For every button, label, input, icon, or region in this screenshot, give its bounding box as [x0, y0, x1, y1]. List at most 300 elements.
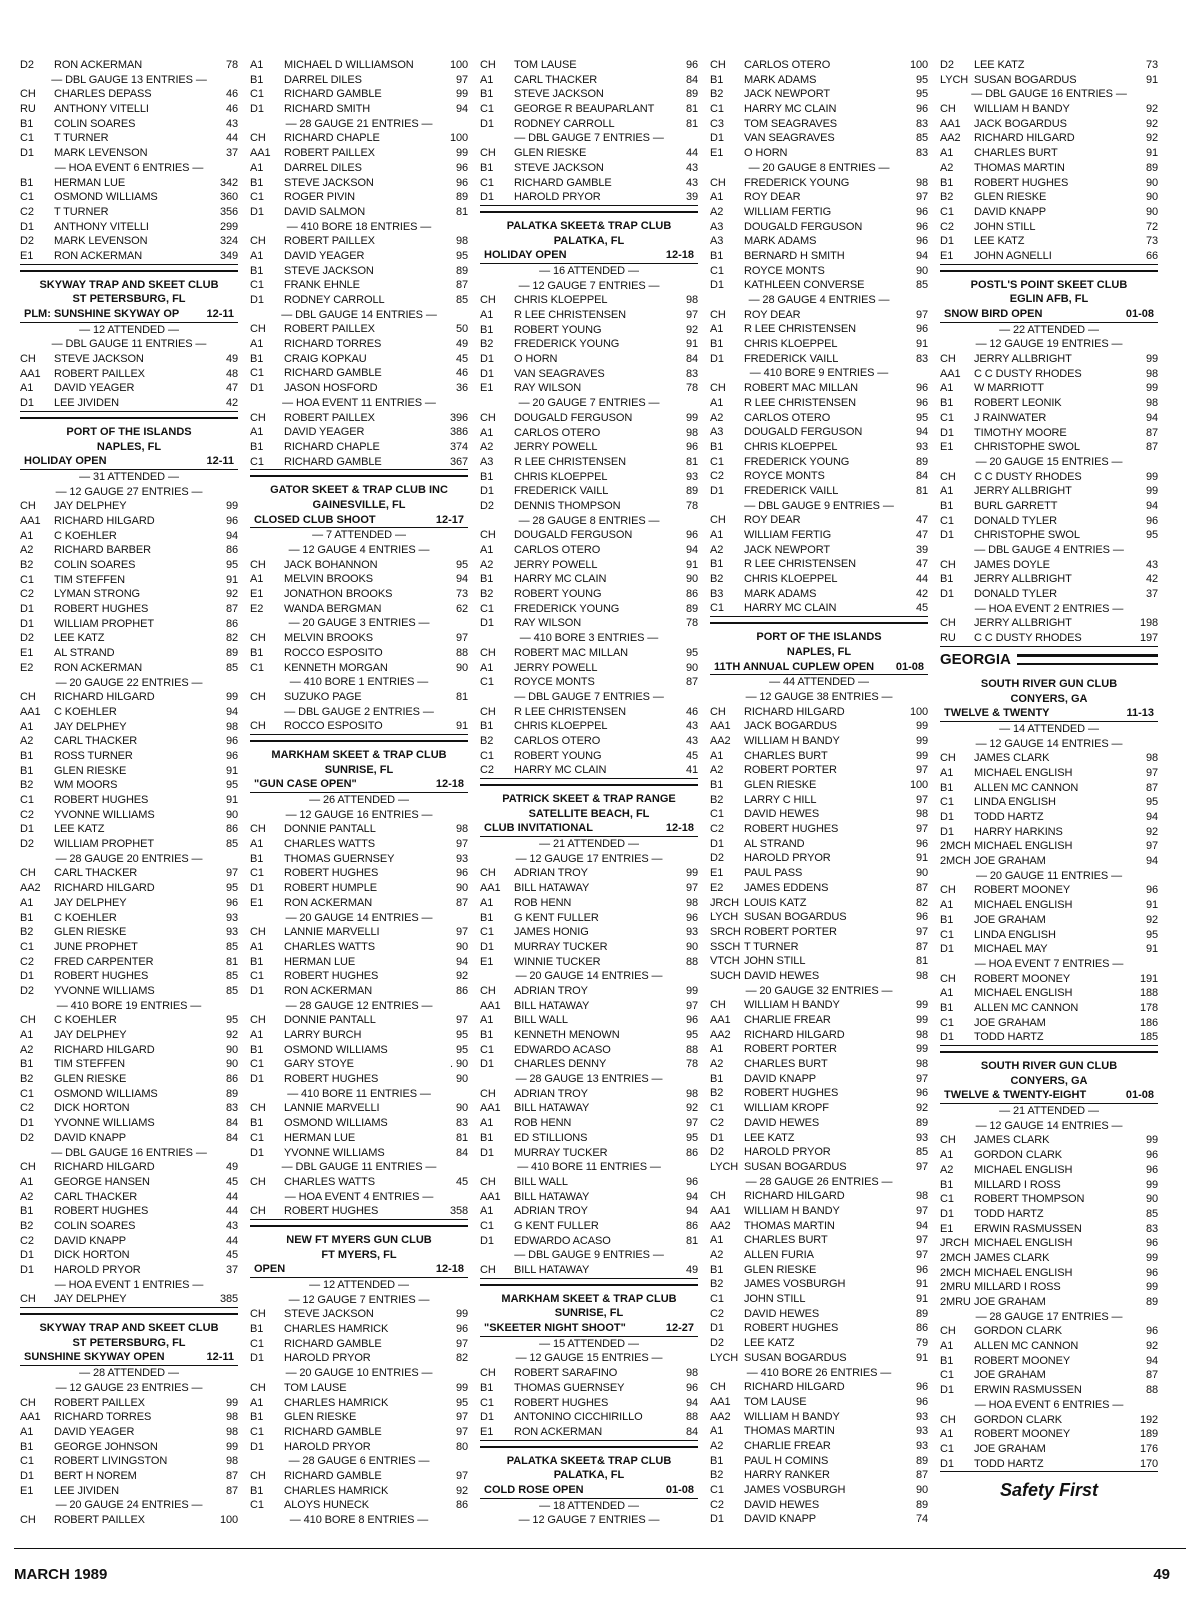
- event-divider: — 12 GAUGE 14 ENTRIES —: [975, 1119, 1123, 1132]
- score: 324: [219, 235, 238, 248]
- result-row: [20, 984, 238, 999]
- score: 170: [1139, 1457, 1158, 1470]
- shooter-name: GEORGE HANSEN: [54, 1175, 150, 1188]
- result-row: [20, 925, 238, 940]
- result-row: [480, 161, 698, 176]
- score: 44: [685, 147, 698, 160]
- shoot-name: HOLIDAY OPEN: [484, 249, 567, 262]
- shooter-name: C C DUSTY RHODES: [974, 367, 1082, 380]
- class-code: A1: [710, 529, 724, 541]
- class-code: B1: [940, 499, 954, 512]
- shooter-name: GORDON CLARK: [974, 1325, 1063, 1338]
- result-row: [250, 1072, 468, 1087]
- result-row: [940, 1178, 1158, 1193]
- result-row: [940, 913, 1158, 928]
- shooter-name: KENNETH MENOWN: [514, 1029, 620, 1041]
- shooter-name: MILLARD I ROSS: [974, 1178, 1061, 1191]
- score: 44: [225, 1234, 238, 1247]
- result-row: [480, 881, 698, 896]
- result-row: [20, 1190, 238, 1205]
- score: 96: [685, 441, 698, 454]
- class-code: D1: [710, 1322, 724, 1335]
- class-code: CH: [20, 1293, 36, 1306]
- result-row: [710, 807, 928, 822]
- score: 92: [1145, 103, 1158, 116]
- class-code: B1: [940, 1001, 954, 1014]
- shooter-name: R LEE CHRISTENSEN: [744, 396, 856, 409]
- shooter-name: EDWARDO ACASO: [514, 1234, 611, 1247]
- result-row: [250, 1307, 468, 1322]
- class-code: C1: [710, 264, 724, 277]
- shooter-name: ROBERT HUGHES: [54, 603, 149, 616]
- class-code: CH: [710, 999, 726, 1012]
- shooter-name: TOM SEAGRAVES: [744, 117, 838, 130]
- shooter-name: RICHARD TORRES: [54, 1411, 152, 1424]
- class-code: D2: [940, 59, 954, 71]
- event-divider: — 12 GAUGE 16 ENTRIES —: [285, 808, 433, 821]
- result-row: [250, 1101, 468, 1116]
- score: 96: [915, 1263, 928, 1276]
- result-row: [480, 1087, 698, 1102]
- class-code: B3: [710, 587, 724, 600]
- event-divider: — 410 BORE 11 ENTRIES —: [517, 1161, 661, 1174]
- score: 49: [225, 1161, 238, 1174]
- result-row: [710, 146, 928, 161]
- result-row: [940, 146, 1158, 161]
- result-row: [710, 881, 928, 896]
- score: 91: [225, 794, 238, 806]
- result-row: [480, 1366, 698, 1381]
- score: 95: [915, 88, 928, 101]
- class-code: CH: [940, 972, 956, 985]
- shooter-name: CARLOS OTERO: [514, 544, 601, 556]
- result-row: [710, 513, 928, 528]
- event-divider: — HOA EVENT 7 ENTRIES —: [974, 957, 1124, 970]
- shoot-title: [940, 307, 1158, 323]
- class-code: B1: [940, 176, 954, 189]
- class-code: D1: [20, 220, 34, 233]
- shooter-name: SUSAN BOGARDUS: [744, 1351, 847, 1364]
- result-row: [20, 1043, 238, 1058]
- event-divider: — 14 ATTENDED —: [999, 722, 1099, 735]
- score: 37: [225, 1264, 238, 1276]
- result-row: [940, 352, 1158, 367]
- class-code: A2: [480, 441, 494, 454]
- score: 95: [225, 882, 238, 895]
- class-code: A3: [480, 455, 494, 468]
- class-code: B1: [710, 73, 724, 86]
- class-code: C1: [710, 455, 724, 468]
- result-row: [250, 1484, 468, 1499]
- score: 91: [1145, 943, 1158, 956]
- shooter-name: RON ACKERMAN: [54, 661, 143, 674]
- shooter-name: HARRY MC CLAIN: [744, 602, 837, 615]
- class-code: CH: [940, 1134, 956, 1147]
- result-row: [710, 1204, 928, 1219]
- result-row: [940, 766, 1158, 781]
- shooter-name: JOE GRAHAM: [974, 855, 1046, 868]
- event-divider: — 410 BORE 3 ENTRIES —: [519, 632, 659, 645]
- score: 99: [1145, 382, 1158, 395]
- result-row: [710, 1131, 928, 1146]
- result-row: [20, 87, 238, 102]
- score: 99: [455, 147, 468, 160]
- score: 96: [915, 382, 928, 395]
- shooter-name: ROBERT THOMPSON: [974, 1193, 1085, 1206]
- score: 47: [225, 382, 238, 395]
- result-row: [940, 1207, 1158, 1222]
- shooter-name: JACK BOHANNON: [284, 558, 378, 571]
- result-row: [710, 954, 928, 969]
- score: 87: [225, 1469, 238, 1482]
- score: 90: [455, 661, 468, 674]
- score: 95: [915, 73, 928, 86]
- score: 85: [225, 838, 238, 851]
- result-row: [20, 631, 238, 646]
- event-divider: — 12 ATTENDED —: [309, 1279, 409, 1291]
- class-code: C1: [250, 661, 264, 674]
- score: 92: [685, 323, 698, 336]
- result-row: [940, 440, 1158, 455]
- score: 45: [455, 352, 468, 365]
- score: 91: [915, 338, 928, 351]
- shooter-name: ROGER PIVIN: [284, 191, 356, 204]
- event-divider: — 26 ATTENDED —: [309, 794, 409, 806]
- class-code: B1: [250, 1117, 264, 1130]
- shooter-name: CHARLIE FREAR: [744, 1014, 831, 1026]
- class-code: CH: [480, 1087, 496, 1100]
- result-row: [250, 661, 468, 676]
- shooter-name: DOUGALD FERGUSON: [744, 426, 863, 439]
- result-row: [250, 352, 468, 367]
- result-row: [710, 837, 928, 852]
- class-code: D1: [480, 1146, 494, 1159]
- result-row: [20, 661, 238, 676]
- event-divider: — 12 GAUGE 4 ENTRIES —: [288, 544, 430, 556]
- class-code: A1: [480, 896, 494, 909]
- shooter-name: ED STILLIONS: [514, 1131, 588, 1144]
- result-row: [20, 940, 238, 955]
- class-code: CH: [940, 752, 956, 765]
- class-code: CH: [710, 59, 726, 71]
- class-code: CH: [940, 103, 956, 116]
- result-row: [250, 866, 468, 881]
- shooter-name: CHARLES BURT: [974, 147, 1058, 160]
- score: 79: [915, 1337, 928, 1350]
- score: 41: [685, 764, 698, 777]
- result-row: [480, 58, 698, 73]
- score: 97: [455, 73, 468, 86]
- class-code: A1: [20, 382, 34, 395]
- class-code: D1: [20, 1117, 34, 1130]
- class-code: C1: [940, 1442, 954, 1455]
- score: 90: [915, 867, 928, 880]
- class-code: B1: [940, 913, 954, 926]
- class-code: C1: [940, 205, 954, 218]
- result-row: [940, 411, 1158, 426]
- score: 98: [915, 176, 928, 189]
- shooter-name: FRED CARPENTER: [54, 955, 154, 968]
- class-code: AA1: [710, 1014, 731, 1026]
- score: 86: [225, 544, 238, 557]
- result-row: [480, 734, 698, 749]
- score: 47: [915, 514, 928, 527]
- shooter-name: ROBERT PAILLEX: [54, 1396, 145, 1409]
- shooter-name: LEE KATZ: [744, 1337, 795, 1350]
- score: 80: [455, 1440, 468, 1453]
- result-row: [710, 117, 928, 132]
- score: 50: [455, 323, 468, 336]
- result-row: [710, 337, 928, 352]
- score: 96: [915, 1395, 928, 1408]
- shooter-name: RON ACKERMAN: [54, 249, 143, 262]
- event-divider: — 28 GAUGE 6 ENTRIES —: [288, 1455, 430, 1468]
- result-row: [250, 631, 468, 646]
- result-row: [710, 1248, 928, 1263]
- result-row: [250, 955, 468, 970]
- result-row: [20, 1160, 238, 1175]
- shooter-name: CHRIS KLOEPPEL: [744, 440, 838, 453]
- event-divider: — DBL GAUGE 13 ENTRIES —: [51, 73, 207, 86]
- shooter-name: ROBERT HUGHES: [284, 1205, 379, 1218]
- score: 98: [1145, 752, 1158, 765]
- shooter-name: ANTHONY VITELLI: [54, 220, 149, 233]
- result-row: [20, 1087, 238, 1102]
- shooter-name: JACK BOGARDUS: [974, 117, 1067, 130]
- score: 100: [219, 1514, 238, 1526]
- result-row: [710, 778, 928, 793]
- score: 45: [225, 1175, 238, 1188]
- class-code: JRCH: [710, 896, 739, 909]
- class-code: B1: [250, 1484, 264, 1497]
- shooter-name: BILL HATAWAY: [514, 1190, 590, 1203]
- club-heading: ST PETERSBURG, FL: [72, 293, 186, 306]
- event-divider: — 28 GAUGE 12 ENTRIES —: [285, 999, 433, 1012]
- score: 85: [915, 279, 928, 292]
- shooter-name: JERRY ALLBRIGHT: [974, 573, 1072, 586]
- class-code: D1: [940, 811, 954, 823]
- column-1: [14, 58, 244, 1538]
- class-code: B1: [940, 781, 954, 794]
- score: 81: [455, 205, 468, 218]
- shooter-name: CHARLES WATTS: [284, 838, 375, 851]
- shooter-name: ROBERT HUGHES: [54, 1205, 149, 1218]
- shooter-name: LEE KATZ: [744, 1131, 795, 1144]
- class-code: LYCH: [940, 73, 969, 86]
- result-row: [710, 1263, 928, 1278]
- score: 84: [685, 353, 698, 366]
- club-heading: SKYWAY TRAP AND SKEET CLUB: [39, 278, 219, 291]
- shooter-name: ROBERT MOONEY: [974, 1354, 1071, 1367]
- shoot-name: HOLIDAY OPEN: [24, 455, 107, 468]
- class-code: CH: [480, 984, 496, 997]
- class-code: E1: [480, 382, 494, 395]
- result-row: [710, 190, 928, 205]
- result-row: [940, 616, 1158, 631]
- event-divider: — DBL GAUGE 16 ENTRIES —: [51, 1146, 207, 1159]
- class-code: 2MCH: [940, 840, 971, 853]
- result-row: [20, 117, 238, 132]
- shoot-title: [480, 248, 698, 264]
- shooter-name: JAMES CLARK: [974, 1251, 1050, 1264]
- section-separator: [710, 622, 928, 624]
- shooter-name: FREDERICK YOUNG: [744, 176, 850, 189]
- result-row: [710, 896, 928, 911]
- shooter-name: RICHARD HILGARD: [54, 1161, 155, 1174]
- score: 89: [225, 647, 238, 660]
- class-code: A1: [480, 426, 494, 439]
- shooter-name: CARLOS OTERO: [744, 411, 831, 424]
- class-code: CH: [940, 470, 956, 483]
- score: 96: [915, 103, 928, 116]
- shooter-name: GLEN RIESKE: [54, 764, 127, 777]
- section-separator: [250, 1225, 468, 1227]
- result-row: [940, 883, 1158, 898]
- score: 94: [685, 544, 698, 556]
- event-divider: — 20 GAUGE 10 ENTRIES —: [285, 1367, 433, 1380]
- class-code: AA2: [710, 1028, 731, 1041]
- result-row: [480, 911, 698, 926]
- class-code: E1: [940, 1222, 954, 1235]
- club-heading: PALATKA SKEET& TRAP CLUB: [506, 1454, 672, 1467]
- result-row: [940, 381, 1158, 396]
- shooter-name: OSMOND WILLIAMS: [284, 1117, 388, 1130]
- score: 97: [915, 308, 928, 321]
- class-code: C1: [710, 808, 724, 821]
- result-row: [710, 1512, 928, 1527]
- class-code: A1: [20, 1029, 34, 1041]
- score: 90: [685, 573, 698, 586]
- score: 89: [685, 485, 698, 498]
- shooter-name: ROSS TURNER: [54, 749, 133, 762]
- result-row: [710, 1145, 928, 1160]
- result-row: [20, 866, 238, 881]
- result-row: [20, 646, 238, 661]
- class-code: C1: [480, 103, 494, 116]
- class-code: A1: [940, 766, 954, 779]
- class-code: B2: [480, 588, 494, 601]
- class-code: CH: [20, 1161, 36, 1174]
- result-row: [250, 1116, 468, 1131]
- class-code: D1: [940, 825, 954, 838]
- shooter-name: GEORGE JOHNSON: [54, 1440, 158, 1453]
- shooter-name: WILLIAM H BANDY: [744, 1204, 840, 1217]
- score: 89: [455, 264, 468, 277]
- result-row: [250, 131, 468, 146]
- event-divider: — 31 ATTENDED —: [79, 470, 179, 483]
- score: 99: [685, 411, 698, 424]
- shooter-name: YVONNE WILLIAMS: [54, 984, 155, 997]
- class-code: VTCH: [710, 955, 740, 968]
- result-row: [480, 1381, 698, 1396]
- score: 94: [1145, 811, 1158, 823]
- class-code: D1: [940, 588, 954, 601]
- event-divider: — 28 GAUGE 8 ENTRIES —: [518, 514, 660, 527]
- shooter-name: GARY STOYE: [284, 1058, 354, 1071]
- score: 93: [915, 1131, 928, 1144]
- score: 87: [1145, 441, 1158, 454]
- event-divider: — 28 ATTENDED —: [79, 1367, 179, 1380]
- score: 94: [915, 426, 928, 439]
- score: 89: [685, 88, 698, 101]
- shooter-name: ANTONINO CICCHIRILLO: [514, 1411, 643, 1424]
- score: 91: [455, 720, 468, 733]
- result-row: [710, 176, 928, 191]
- shooter-name: BILL WALL: [514, 1175, 568, 1188]
- result-row: [940, 839, 1158, 854]
- shooter-name: WILLIAM H BANDY: [744, 999, 840, 1012]
- result-row: [480, 484, 698, 499]
- result-row: [480, 1043, 698, 1058]
- score: 99: [225, 500, 238, 513]
- class-code: B1: [20, 1205, 34, 1218]
- class-code: C1: [20, 132, 34, 145]
- club-heading: PALATKA SKEET& TRAP CLUB: [506, 219, 672, 232]
- club-heading: GAINESVILLE, FL: [312, 498, 406, 511]
- score: 39: [915, 543, 928, 556]
- result-row: [710, 734, 928, 749]
- shooter-name: T TURNER: [54, 132, 109, 145]
- shooter-name: WM MOORS: [54, 779, 118, 792]
- class-code: B1: [480, 88, 494, 101]
- shooter-name: C C DUSTY RHODES: [974, 470, 1082, 483]
- shooter-name: HARRY HARKINS: [974, 825, 1063, 838]
- result-row: [940, 1280, 1158, 1295]
- class-code: A2: [710, 1249, 724, 1261]
- result-row: [20, 822, 238, 837]
- class-code: C1: [20, 1455, 34, 1468]
- result-row: [710, 73, 928, 88]
- score: 176: [1139, 1442, 1158, 1455]
- result-row: [250, 58, 468, 73]
- score: 95: [225, 1014, 238, 1027]
- shooter-name: RICHARD CHAPLE: [284, 132, 380, 145]
- class-code: B1: [250, 440, 264, 453]
- shooter-name: DOUGALD FERGUSON: [514, 411, 633, 424]
- class-code: B2: [20, 779, 34, 792]
- score: 43: [685, 176, 698, 189]
- event-divider: — 28 GAUGE 21 ENTRIES —: [285, 117, 433, 130]
- shooter-name: TOM LAUSE: [284, 1381, 347, 1394]
- score: 44: [225, 132, 238, 145]
- score: 96: [225, 749, 238, 762]
- score: 100: [449, 132, 468, 145]
- score: 98: [225, 720, 238, 733]
- shooter-name: R LEE CHRISTENSEN: [514, 309, 626, 321]
- class-code: B1: [940, 397, 954, 410]
- shooter-name: C KOEHLER: [54, 911, 117, 924]
- score: 37: [225, 147, 238, 160]
- class-code: B1: [480, 911, 494, 924]
- class-code: B1: [250, 1043, 264, 1056]
- section-separator: [480, 1284, 698, 1286]
- shooter-name: YVONNE WILLIAMS: [284, 1146, 385, 1159]
- class-code: D1: [710, 484, 724, 497]
- result-row: [940, 795, 1158, 810]
- class-code: A1: [250, 940, 264, 953]
- score: 45: [225, 1249, 238, 1262]
- score: 95: [455, 1043, 468, 1056]
- score: 92: [1145, 913, 1158, 926]
- shooter-name: DICK HORTON: [54, 1249, 130, 1262]
- score: 42: [225, 397, 238, 410]
- score: 98: [685, 294, 698, 307]
- result-row: [710, 205, 928, 220]
- result-row: [710, 220, 928, 235]
- class-code: CH: [710, 176, 726, 189]
- class-code: D1: [940, 426, 954, 439]
- class-code: C2: [20, 1102, 34, 1115]
